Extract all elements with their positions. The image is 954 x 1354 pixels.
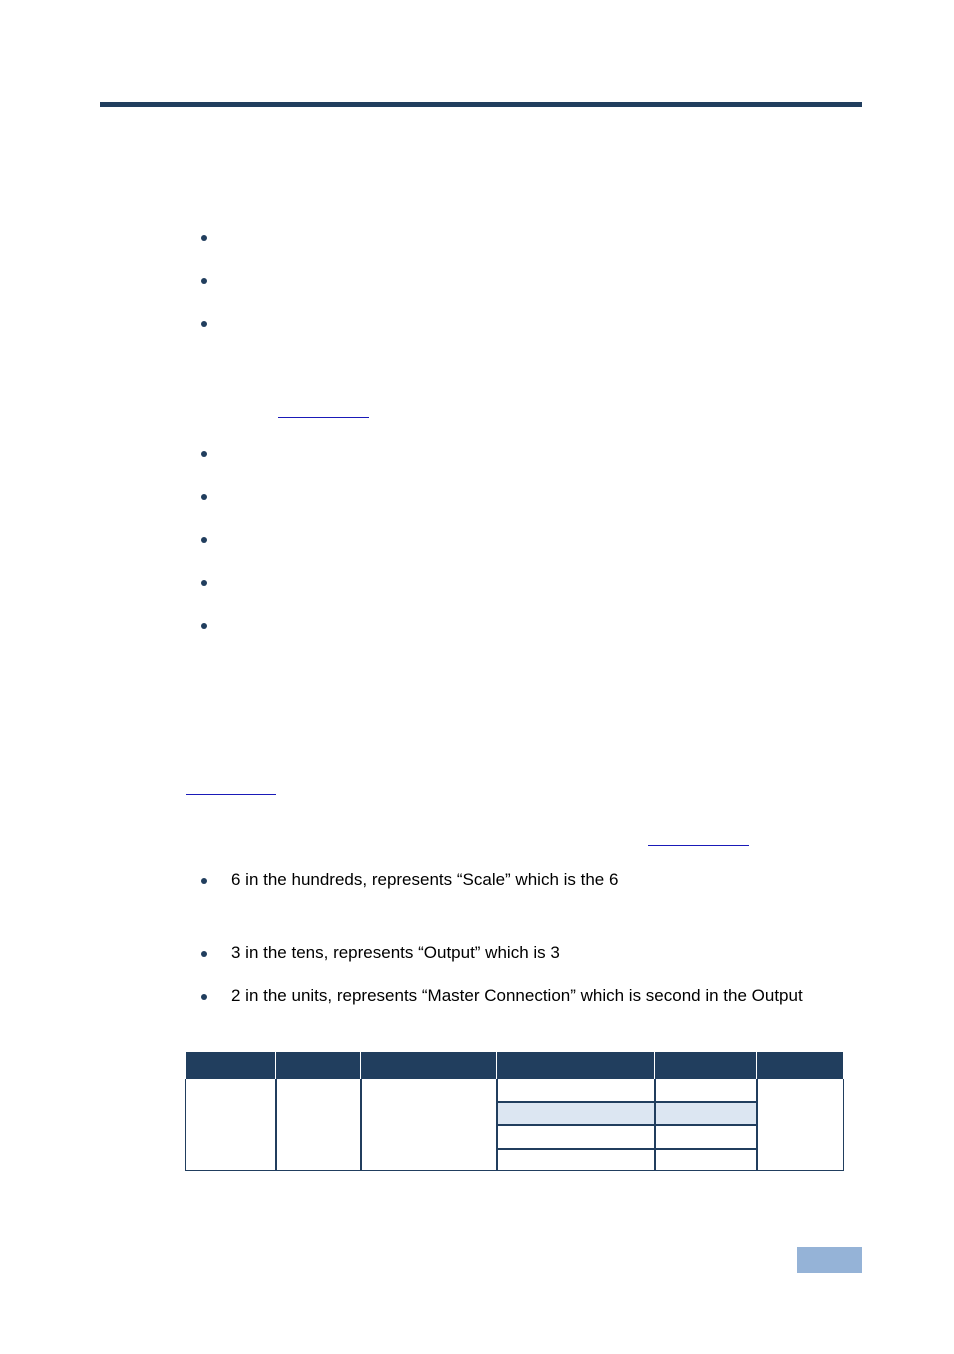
bullet-dot (201, 580, 207, 586)
bullet-dot (201, 994, 207, 1000)
bullet-dot (201, 235, 207, 241)
bullet-dot (201, 451, 207, 457)
bullet-dot (201, 494, 207, 500)
hyperlink-underline[interactable] (648, 845, 749, 846)
page-number-badge (797, 1247, 862, 1273)
table-header-divider (275, 1052, 276, 1079)
bullet-text-scale: 6 in the hundreds, represents “Scale” which is the 6 (231, 870, 619, 889)
table-header-divider (756, 1052, 757, 1079)
table-column-divider (360, 1079, 362, 1170)
bullet-dot (201, 951, 207, 957)
bullet-dot (201, 623, 207, 629)
table-row-divider (496, 1124, 757, 1126)
table-header (186, 1052, 843, 1079)
table-body (185, 1079, 844, 1171)
bullet-text-output: 3 in the tens, represents “Output” which is 3 (231, 943, 560, 962)
bullet-text-master-connection: 2 in the units, represents “Master Connection” which is second in the Output (231, 986, 803, 1005)
table-row-divider (496, 1148, 757, 1150)
table-header-divider (654, 1052, 655, 1079)
bullet-dot (201, 537, 207, 543)
table-row-divider (496, 1101, 757, 1103)
hyperlink-underline[interactable] (186, 794, 276, 795)
bullet-dot (201, 321, 207, 327)
header-rule (100, 102, 862, 107)
table-row-highlight (497, 1102, 756, 1125)
hyperlink-underline[interactable] (278, 417, 369, 418)
table-header-divider (496, 1052, 497, 1079)
table-header-divider (360, 1052, 361, 1079)
table-column-divider (275, 1079, 277, 1170)
bullet-dot (201, 878, 207, 884)
bullet-dot (201, 278, 207, 284)
